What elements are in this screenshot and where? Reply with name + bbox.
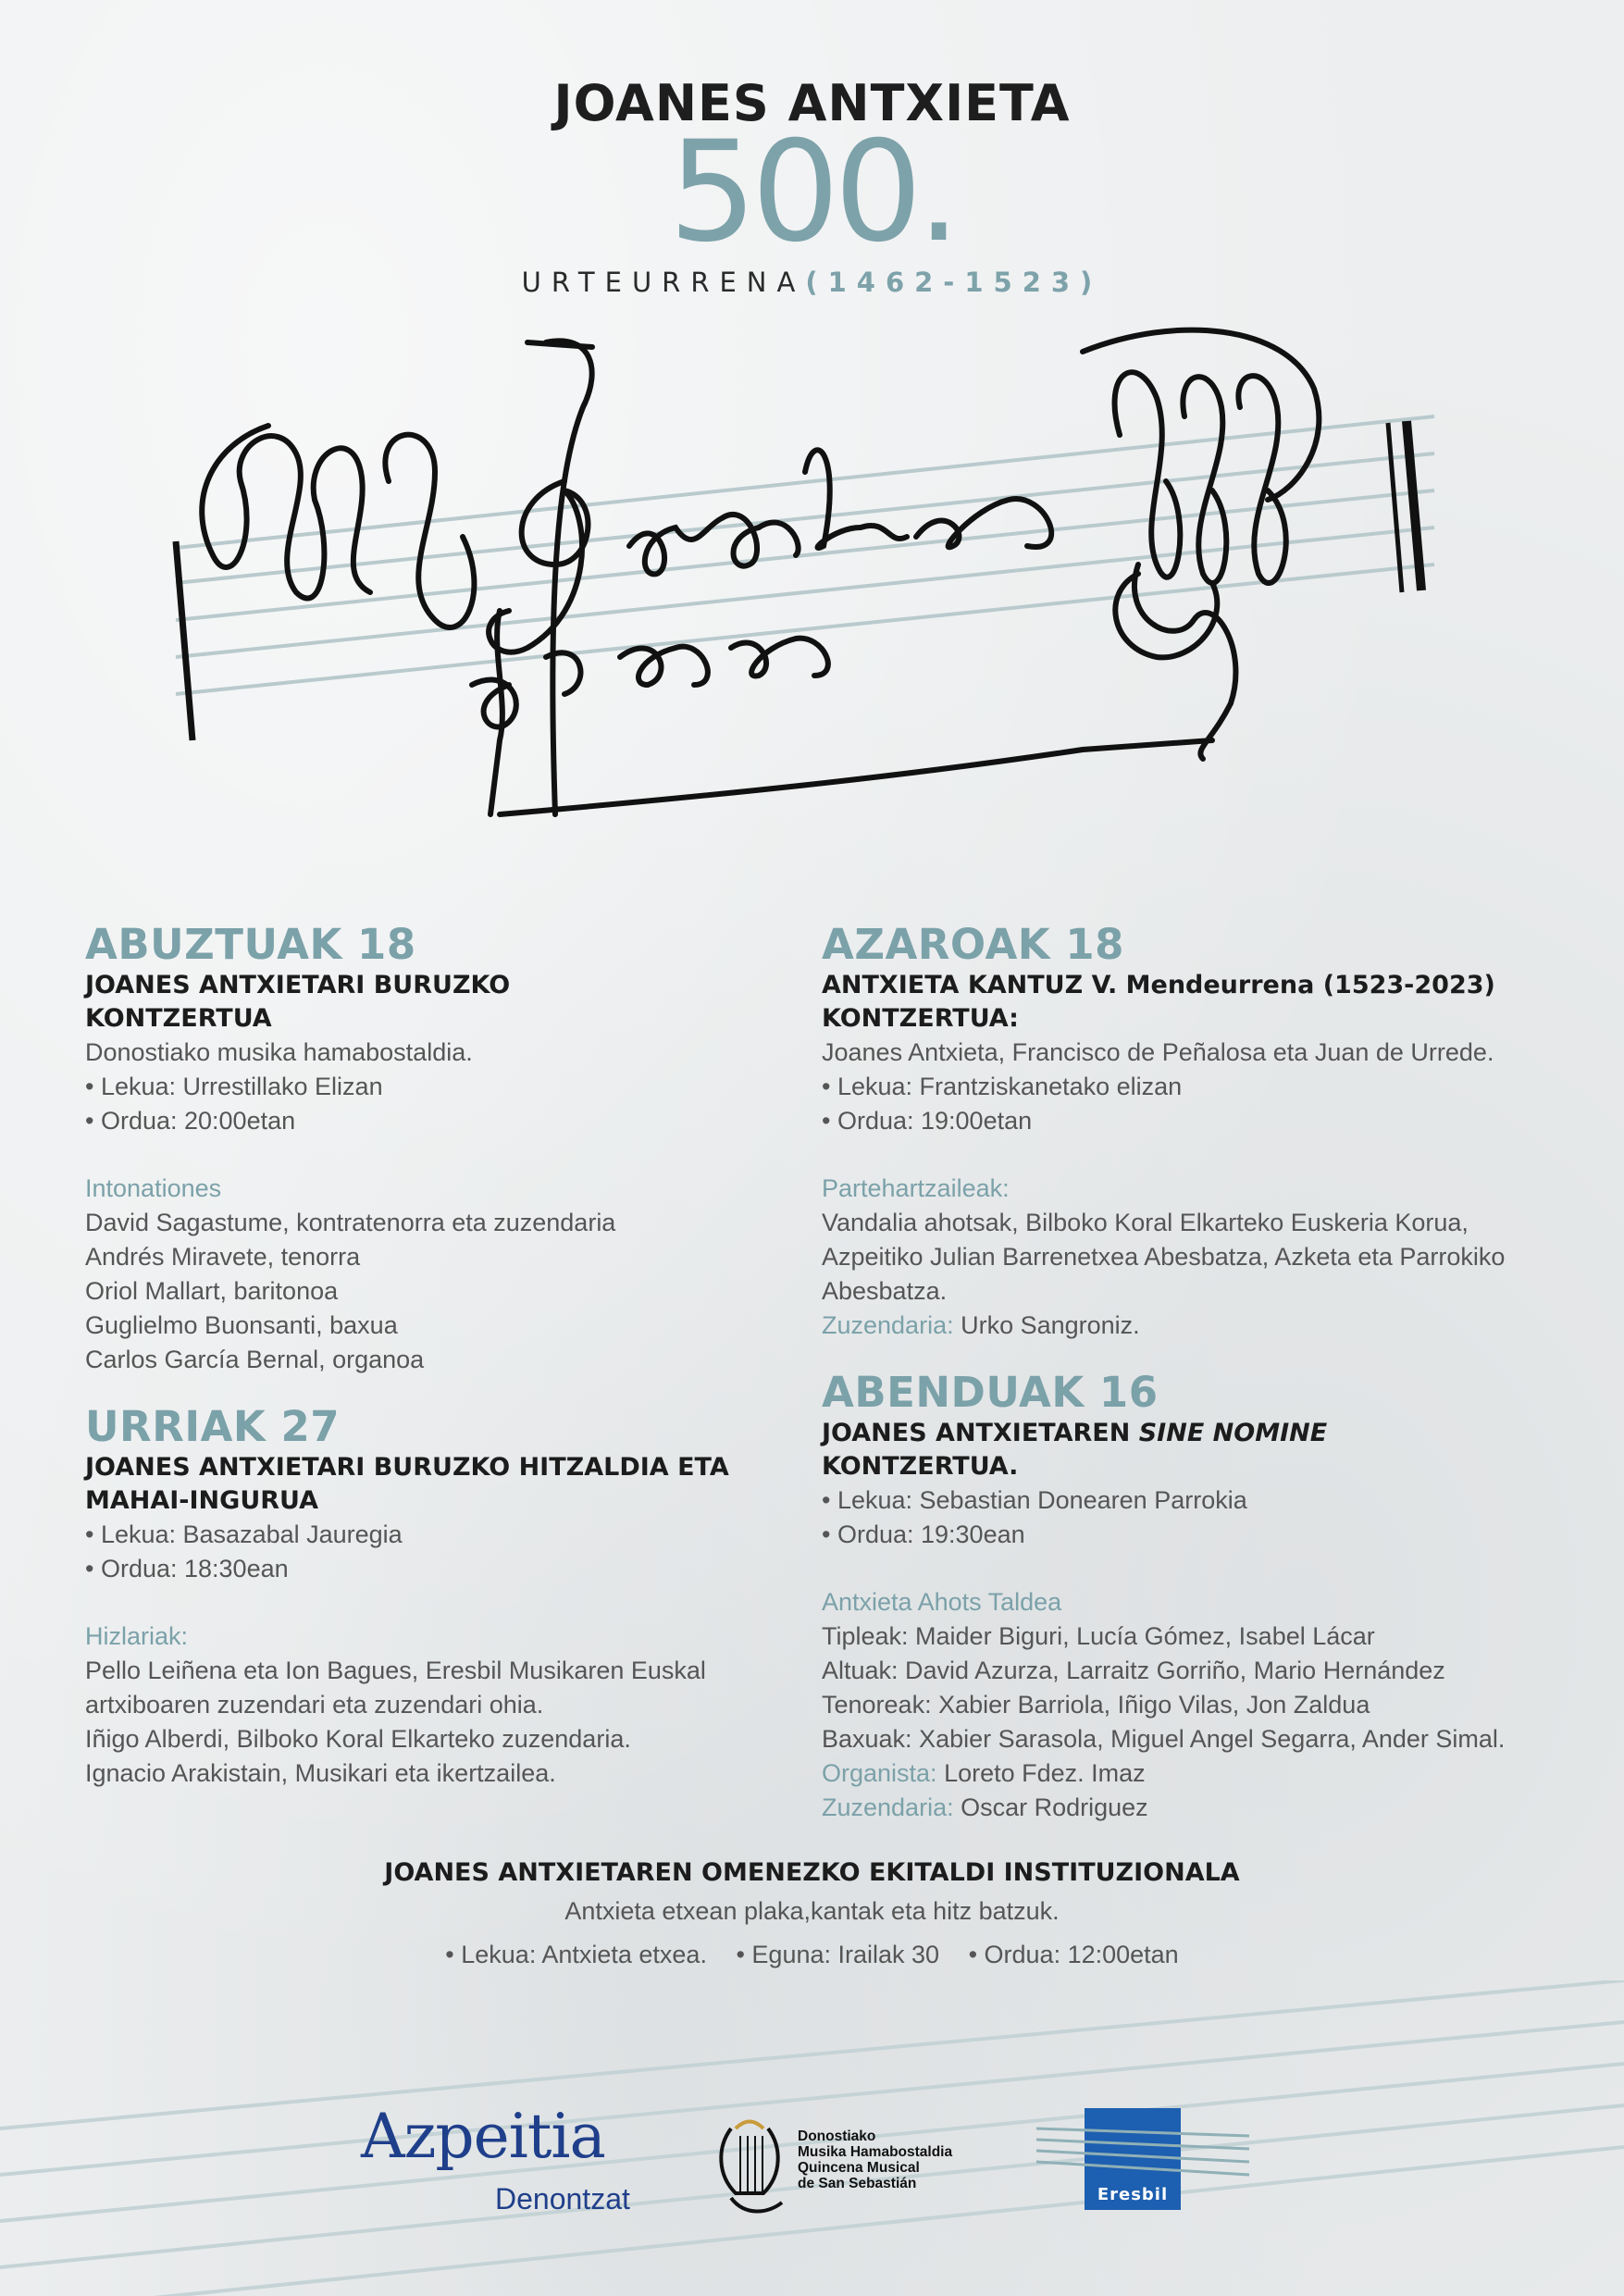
azpeitia-logo <box>361 2101 648 2221</box>
event-title-line1: ANTXIETA KANTUZ V. Mendeurrena (1523-2023) <box>822 971 1495 999</box>
anniversary-number: 500. <box>668 112 956 273</box>
ensemble-line: Baxuak: Xabier Sarasola, Miguel Angel Segarra, Ander Simal. <box>822 1725 1506 1753</box>
staff-lines-top <box>176 416 1434 694</box>
subtitle-prefix: URTEURRENA <box>521 267 806 298</box>
director-line <box>822 1309 1562 1343</box>
event-place: • Lekua: Basazabal Jauregia <box>85 1520 403 1548</box>
performer-line: Carlos García Bernal, organoa <box>85 1346 425 1373</box>
event-date-abuztuak: ABUZTUAK 18 <box>85 920 416 969</box>
eresbil-logo <box>1036 2108 1268 2219</box>
quincena-line: Musika Hamabostaldia <box>798 2144 953 2160</box>
participant-line: Vandalia ahotsak, Bilboko Koral Elkarteko Euskeria Korua, <box>822 1209 1469 1236</box>
institutional-event-place: • Lekua: Antxieta etxea. <box>445 1941 707 1968</box>
quincena-line: Donostiako <box>798 2128 876 2144</box>
poster-title: JOANES ANTXIETA <box>553 74 1071 132</box>
eresbil-logo-text: Eresbil <box>1097 2185 1169 2204</box>
event-date-azaroak: AZAROAK 18 <box>822 920 1124 969</box>
subtitle-years: (1462-1523) <box>805 267 1103 298</box>
quincena-line: de San Sebastián <box>798 2176 917 2191</box>
event-time: • Ordua: 20:00etan <box>85 1107 296 1135</box>
speakers-label: Hizlariak: <box>85 1622 189 1650</box>
event-place: • Lekua: Urrestillako Elizan <box>85 1073 383 1100</box>
anniversary-subtitle <box>0 267 1624 298</box>
performer-line: David Sagastume, kontratenorra eta zuzendaria <box>85 1209 616 1236</box>
event-time: • Ordua: 19:00etan <box>822 1107 1033 1135</box>
event-title-line2: MAHAI-INGURUA <box>85 1486 319 1515</box>
barline-left <box>176 541 192 740</box>
speaker-line: Pello Leiñena eta Ion Bagues, Eresbil Musikaren Euskal <box>85 1657 706 1684</box>
institutional-event-description: Antxieta etxean plaka,kantak eta hitz batzuk. <box>564 1897 1060 1925</box>
event-date-abenduak: ABENDUAK 16 <box>822 1368 1159 1417</box>
director-label: Zuzendaria: <box>822 1311 954 1339</box>
title-italic: SINE NOMINE <box>1138 1419 1328 1447</box>
right-column <box>822 921 1562 1825</box>
institutional-event-title: JOANES ANTXIETAREN OMENEZKO EKITALDI INSTITUZIONALA <box>384 1858 1240 1887</box>
event-place: • Lekua: Frantziskanetako elizan <box>822 1073 1183 1100</box>
event-description: Joanes Antxieta, Francisco de Peñalosa eta Juan de Urrede. <box>822 1038 1494 1066</box>
performer-line: Guglielmo Buonsanti, baxua <box>85 1311 398 1339</box>
participant-line: Abesbatza. <box>822 1277 948 1305</box>
performer-line: Oriol Mallart, baritonoa <box>85 1277 339 1305</box>
azpeitia-logo-text: Azpeitia <box>361 2101 605 2172</box>
event-title-line2: KONTZERTUA <box>85 1004 272 1033</box>
event-time: • Ordua: 19:30ean <box>822 1520 1025 1548</box>
performer-line: Andrés Miravete, tenorra <box>85 1243 361 1271</box>
quincena-logo-text <box>798 2128 952 2191</box>
azpeitia-logo-subtext: Denontzat <box>495 2182 630 2215</box>
speaker-line: artxiboaren zuzendari eta zuzendari ohia. <box>85 1691 544 1719</box>
event-place: • Lekua: Sebastian Donearen Parrokia <box>822 1486 1247 1514</box>
speaker-line: Iñigo Alberdi, Bilboko Koral Elkarteko zuzendaria. <box>85 1725 631 1753</box>
quincena-musical-logo <box>713 2110 990 2221</box>
event-description: Donostiako musika hamabostaldia. <box>85 1038 473 1066</box>
ensemble-line: Tipleak: Maider Biguri, Lucía Gómez, Isabel Lácar <box>822 1622 1375 1650</box>
event-title-line2: KONTZERTUA: <box>822 1004 1019 1033</box>
institutional-event-day: • Eguna: Irailak 30 <box>736 1941 940 1968</box>
organist-name: Loreto Fdez. Imaz <box>936 1759 1146 1787</box>
ensemble-name: Antxieta Ahots Taldea <box>822 1588 1062 1616</box>
event-title-line1: JOANES ANTXIETARI BURUZKO <box>85 971 511 999</box>
organist-label: Organista: <box>822 1759 937 1787</box>
lyre-icon <box>713 2110 787 2221</box>
ensemble-line: Tenoreak: Xabier Barriola, Iñigo Vilas, Jon Zaldua <box>822 1691 1370 1719</box>
director-label: Zuzendaria: <box>822 1793 954 1821</box>
institutional-event-time: • Ordua: 12:00etan <box>968 1941 1179 1968</box>
director-line <box>822 1791 1562 1825</box>
event-title-line1 <box>822 1417 1562 1450</box>
signature-illustration <box>157 315 1471 907</box>
ensemble-line: Altuak: David Azurza, Larraitz Gorriño, Mario Hernández <box>822 1657 1445 1684</box>
director-name: Urko Sangroniz. <box>953 1311 1140 1339</box>
signature-strokes <box>202 330 1319 814</box>
event-title-line1: JOANES ANTXIETARI BURUZKO HITZALDIA ETA <box>85 1453 729 1482</box>
participants-label: Partehartzaileak: <box>822 1174 1010 1202</box>
performer-group: Intonationes <box>85 1174 222 1202</box>
director-name: Oscar Rodriguez <box>953 1793 1148 1821</box>
title-text: JOANES ANTXIETAREN <box>822 1419 1139 1447</box>
participant-line: Azpeitiko Julian Barrenetxea Abesbatza, Azketa eta Parrokiko <box>822 1243 1506 1271</box>
quincena-line: Quincena Musical <box>798 2160 920 2176</box>
speaker-line: Ignacio Arakistain, Musikari eta ikertzailea. <box>85 1759 556 1787</box>
event-title-line2: KONTZERTUA. <box>822 1452 1019 1481</box>
institutional-event-info <box>0 1941 1624 1969</box>
event-time: • Ordua: 18:30ean <box>85 1555 289 1582</box>
event-date-urriak: URRIAK 27 <box>85 1402 341 1451</box>
organist-line <box>822 1756 1562 1791</box>
left-column <box>85 921 788 1791</box>
